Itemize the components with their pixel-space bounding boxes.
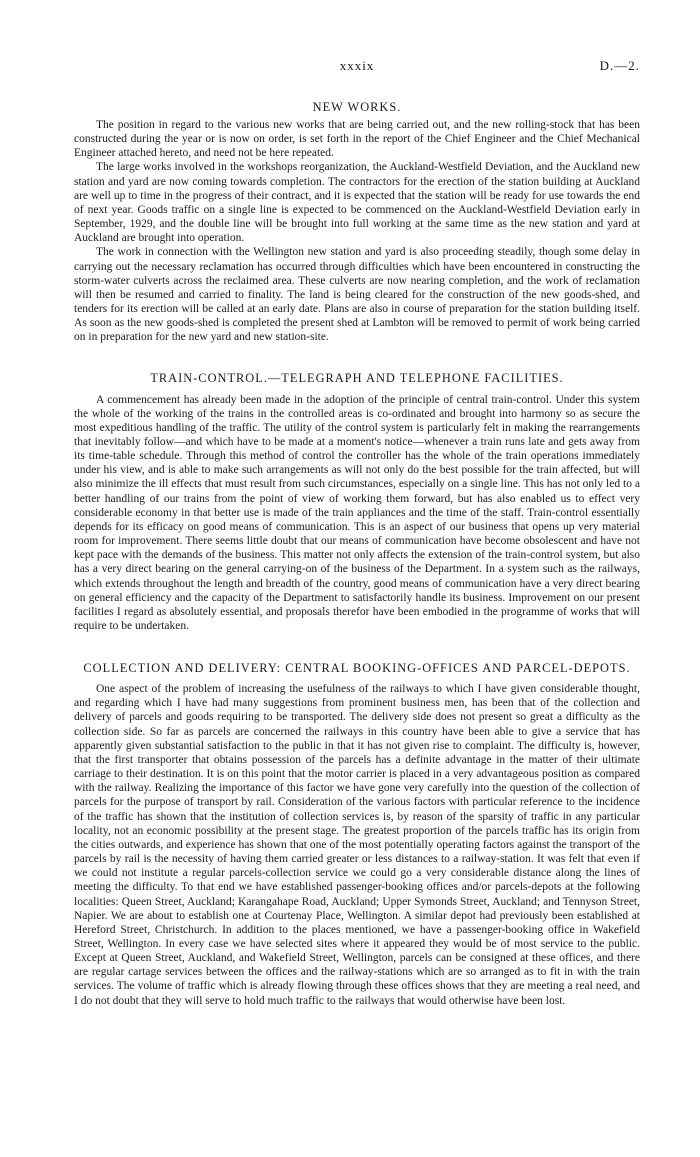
page-number: xxxix <box>339 58 375 73</box>
section-train-control <box>74 370 640 634</box>
paragraph: The position in regard to the various new works that are being carried out, and the new rolling-stock that has been constructed during the year or is now on order, is set forth in the report of the Chief Engineer and the Chief Mechanical Engineer attached hereto, and need not be here repeated. <box>74 119 640 160</box>
section-collection-delivery <box>74 660 640 1008</box>
document-reference: D.—2. <box>599 58 640 73</box>
section-new-works <box>74 99 640 345</box>
paragraph: One aspect of the problem of increasing the usefulness of the railways to which I have given considerable thought, and regarding which I have had many suggestions from prominent business men, has been that of the collection and delivery of parcels and goods requiring to be transported. The delivery side does not present so great a difficulty as the collection side. So far as parcels are concerned the railways in this country have been able to give a service that has apparently given substantial satisfaction to the public in that it has not given rise to complaint. The difficulty is, however, that the first transporter that obtains possession of the parcels has a definite advantage in the matter of their ultimate carriage to their destination. It is on this point that the motor carrier is placed in a very advantageous position as compared with the railway. Realizing the importance of this factor we have gone very carefully into the question of the collection of parcels for the purpose of transport by rail. Consideration of the various factors with particular reference to the incidence of the traffic has shown that the institution of collection services is, by reason of the sparsity of traffic in any particular locality, not an economic possibility at the present stage. The greatest proportion of the parcels traffic has its origin from the cities outwards, and experience has shown that one of the most potentially operating factors against the transport of the parcels by rail is the necessity of having them carried greater or less distances to a railway-station. It was felt that even if we could not institute a regular parcels-collection service we could go a very considerable distance along the lines of meeting the difficulty. To that end we have established passenger-booking offices and/or parcels-depots at the following localities: Queen Street, Auckland; Karangahape Road, Auckland; Upper Symonds Street, Auckland; and Tennyson Street, Napier. We are about to establish one at Courtenay Place, Wellington. A similar depot had previously been established at Hereford Street, Christchurch. In addition to the places mentioned, we have a passenger-booking office in Wakefield Street, Wellington. In every case we have selected sites where it appeared they would be of most service to the public. Except at Queen Street, Auckland, and Wakefield Street, Wellington, parcels can be consigned at these offices, and there are regular cartage services between the offices and the railway-stations which are so arranged as to fit in with the train services. The volume of traffic which is already flowing through these offices shows that they are meeting a real need, and I do not doubt that they will serve to hold much traffic to the railways that would otherwise have been lost. <box>74 683 640 1007</box>
section-heading: COLLECTION AND DELIVERY: CENTRAL BOOKING-OFFICES AND PARCEL-DEPOTS. <box>83 661 631 676</box>
paragraph: The large works involved in the workshops reorganization, the Auckland-Westfield Deviation, and the Auckland new station and yard are now coming towards completion. The contractors for the erection of the station building at Auckland are well up to time in the progress of their contract, and it is expected that the station will be ready for use towards the end of next year. Goods traffic on a single line is expected to be commenced on the Auckland-Westfield Deviation early in September, 1929, and the double line will be brought into full working at the same time as the new station and yard at Auckland are brought into operation. <box>74 161 640 245</box>
paragraph: The work in connection with the Wellington new station and yard is also proceeding steadily, though some delay in carrying out the necessary reclamation has occurred through difficulties which have been encountered in constructing the storm-water culverts across the reclaimed area. These culverts are now nearing completion, and the work of reclamation will then be resumed and carried to finality. The land is being cleared for the construction of the new goods-shed, and tenders for its erection will be called at an early date. Plans are also in course of preparation for the station building itself. As soon as the new goods-shed is completed the present shed at Lambton will be removed to permit of work being carried on in preparation for the new yard and new station-site. <box>74 246 640 344</box>
section-heading: NEW WORKS. <box>312 100 402 114</box>
document-page <box>74 58 640 1148</box>
section-heading: TRAIN-CONTROL.—TELEGRAPH AND TELEPHONE FACILITIES. <box>150 370 564 385</box>
paragraph: A commencement has already been made in the adoption of the principle of central train-control. Under this system the whole of the working of the trains in the controlled areas is co-ordinated and brought into harmony so as secure the most expeditious handling of the traffic. The utility of the control system is particularly felt in making the rearrangements that inevitably follow—and which have to be made at a moment's notice—whenever a train runs late and gets away from its time-table schedule. Through this method of control the controller has the whole of the train operations immediately under his view, and is able to make such arrangements as will not only do the best possible for the train affected, but will also minimize the ill effects that must result from such circumstances, especially on a single line. This has not only led to a better handling of our trains from the point of view of working them forward, but has also enabled us to effect very considerable economy in that better use is made of the train appliances and the time of the staff. Train-control essentially depends for its efficacy on good means of communication. This is an aspect of our business that opens up very material room for improvement. There seems little doubt that our means of communication have become obsolescent and have not kept pace with the demands of the business. This matter not only affects the extension of the train-control system, but also has a very direct bearing on the general carrying-on of the business of the Department. In a system such as the railways, which extends throughout the length and breadth of the country, good means of communication have a very direct bearing on general efficiency and the capacity of the Department to satisfactorily handle its business. Improvement on our present facilities I regard as absolutely essential, and proposals therefor have been embodied in the programme of works that will require to be undertaken. <box>74 393 640 632</box>
page-header <box>74 58 640 80</box>
